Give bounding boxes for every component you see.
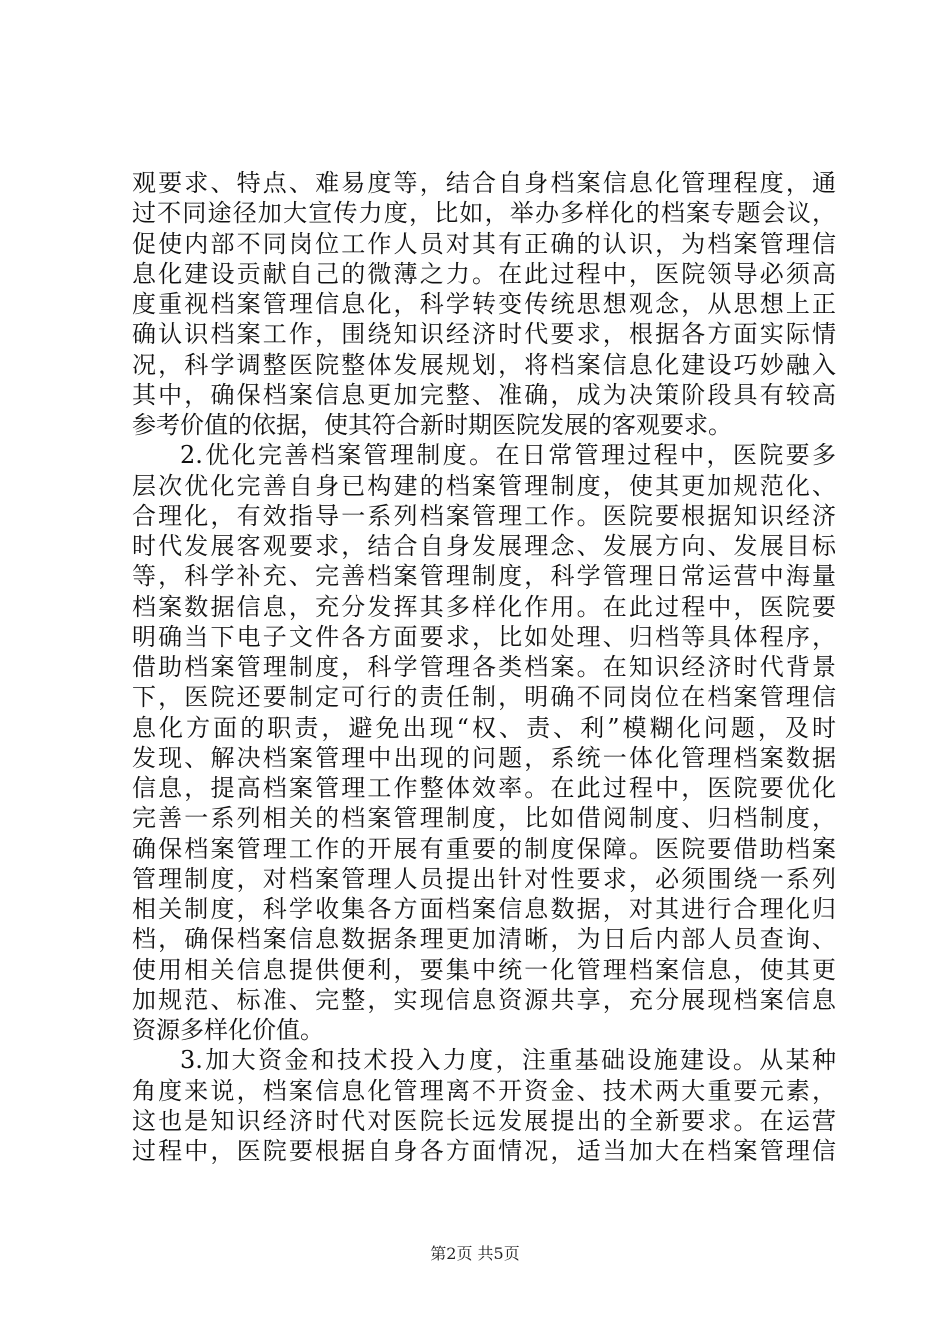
text-line: 相关制度，科学收集各方面档案信息数据，对其进行合理化归 bbox=[132, 895, 836, 923]
text-line: 加规范、标准、完整，实现信息资源共享，充分展现档案信息 bbox=[132, 985, 836, 1014]
text-line: 管理制度，对档案管理人员提出针对性要求，必须围绕一系列 bbox=[132, 864, 836, 893]
text-line: 角度来说，档案信息化管理离不开资金、技术两大重要元素， bbox=[132, 1076, 836, 1105]
text-line: 过不同途径加大宣传力度，比如，举办多样化的档案专题会议， bbox=[132, 199, 836, 228]
text-line: 层次优化完善自身已构建的档案管理制度，使其更加规范化、 bbox=[132, 471, 836, 500]
text-line: 使用相关信息提供便利，要集中统一化管理档案信息，使其更 bbox=[132, 955, 836, 984]
text-line: 2.优化完善档案管理制度。在日常管理过程中，医院要多 bbox=[180, 441, 836, 470]
text-line: 明确当下电子文件各方面要求，比如处理、归档等具体程序， bbox=[132, 622, 836, 651]
text-line: 资源多样化价值。 bbox=[132, 1016, 324, 1044]
text-line: 等，科学补充、完善档案管理制度，科学管理日常运营中海量 bbox=[132, 562, 836, 591]
text-line: 档案数据信息，充分发挥其多样化作用。在此过程中，医院要 bbox=[132, 592, 836, 621]
text-line: 档，确保档案信息数据条理更加清晰，为日后内部人员查询、 bbox=[132, 925, 836, 954]
text-line: 3.加大资金和技术投入力度，注重基础设施建设。从某种 bbox=[180, 1046, 836, 1075]
text-line: 息化建设贡献自己的微薄之力。在此过程中，医院领导必须高 bbox=[132, 259, 836, 288]
text-line: 确认识档案工作，围绕知识经济时代要求，根据各方面实际情 bbox=[132, 320, 836, 349]
text-line: 度重视档案管理信息化，科学转变传统思想观念，从思想上正 bbox=[132, 290, 836, 318]
text-line: 下，医院还要制定可行的责任制，明确不同岗位在档案管理信 bbox=[132, 683, 836, 712]
text-line: 时代发展客观要求，结合自身发展理念、发展方向、发展目标 bbox=[132, 532, 836, 560]
page-number-footer: 第2页 共5页 bbox=[430, 1244, 520, 1263]
text-line: 促使内部不同岗位工作人员对其有正确的认识，为档案管理信 bbox=[132, 229, 836, 258]
text-line: 合理化，有效指导一系列档案管理工作。医院要根据知识经济 bbox=[132, 501, 836, 530]
text-line: 观要求、特点、难易度等，结合自身档案信息化管理程度，通 bbox=[132, 169, 836, 197]
text-line: 过程中，医院要根据自身各方面情况，适当加大在档案管理信 bbox=[132, 1137, 836, 1165]
text-line: 发现、解决档案管理中出现的问题，系统一体化管理档案数据 bbox=[132, 743, 836, 772]
text-line: 参考价值的依据，使其符合新时期医院发展的客观要求。 bbox=[132, 411, 732, 439]
text-line: 完善一系列相关的档案管理制度，比如借阅制度、归档制度， bbox=[132, 804, 836, 833]
body-text bbox=[132, 168, 836, 1166]
text-line: 息化方面的职责，避免出现“权、责、利”模糊化问题，及时 bbox=[132, 713, 836, 742]
text-line: 其中，确保档案信息更加完整、准确，成为决策阶段具有较高 bbox=[132, 380, 836, 409]
text-line: 况，科学调整医院整体发展规划，将档案信息化建设巧妙融入 bbox=[132, 350, 836, 379]
text-line: 信息，提高档案管理工作整体效率。在此过程中，医院要优化 bbox=[132, 774, 836, 802]
text-line: 这也是知识经济时代对医院长远发展提出的全新要求。在运营 bbox=[132, 1106, 836, 1135]
text-line: 确保档案管理工作的开展有重要的制度保障。医院要借助档案 bbox=[132, 834, 836, 863]
text-line: 借助档案管理制度，科学管理各类档案。在知识经济时代背景 bbox=[132, 653, 836, 681]
